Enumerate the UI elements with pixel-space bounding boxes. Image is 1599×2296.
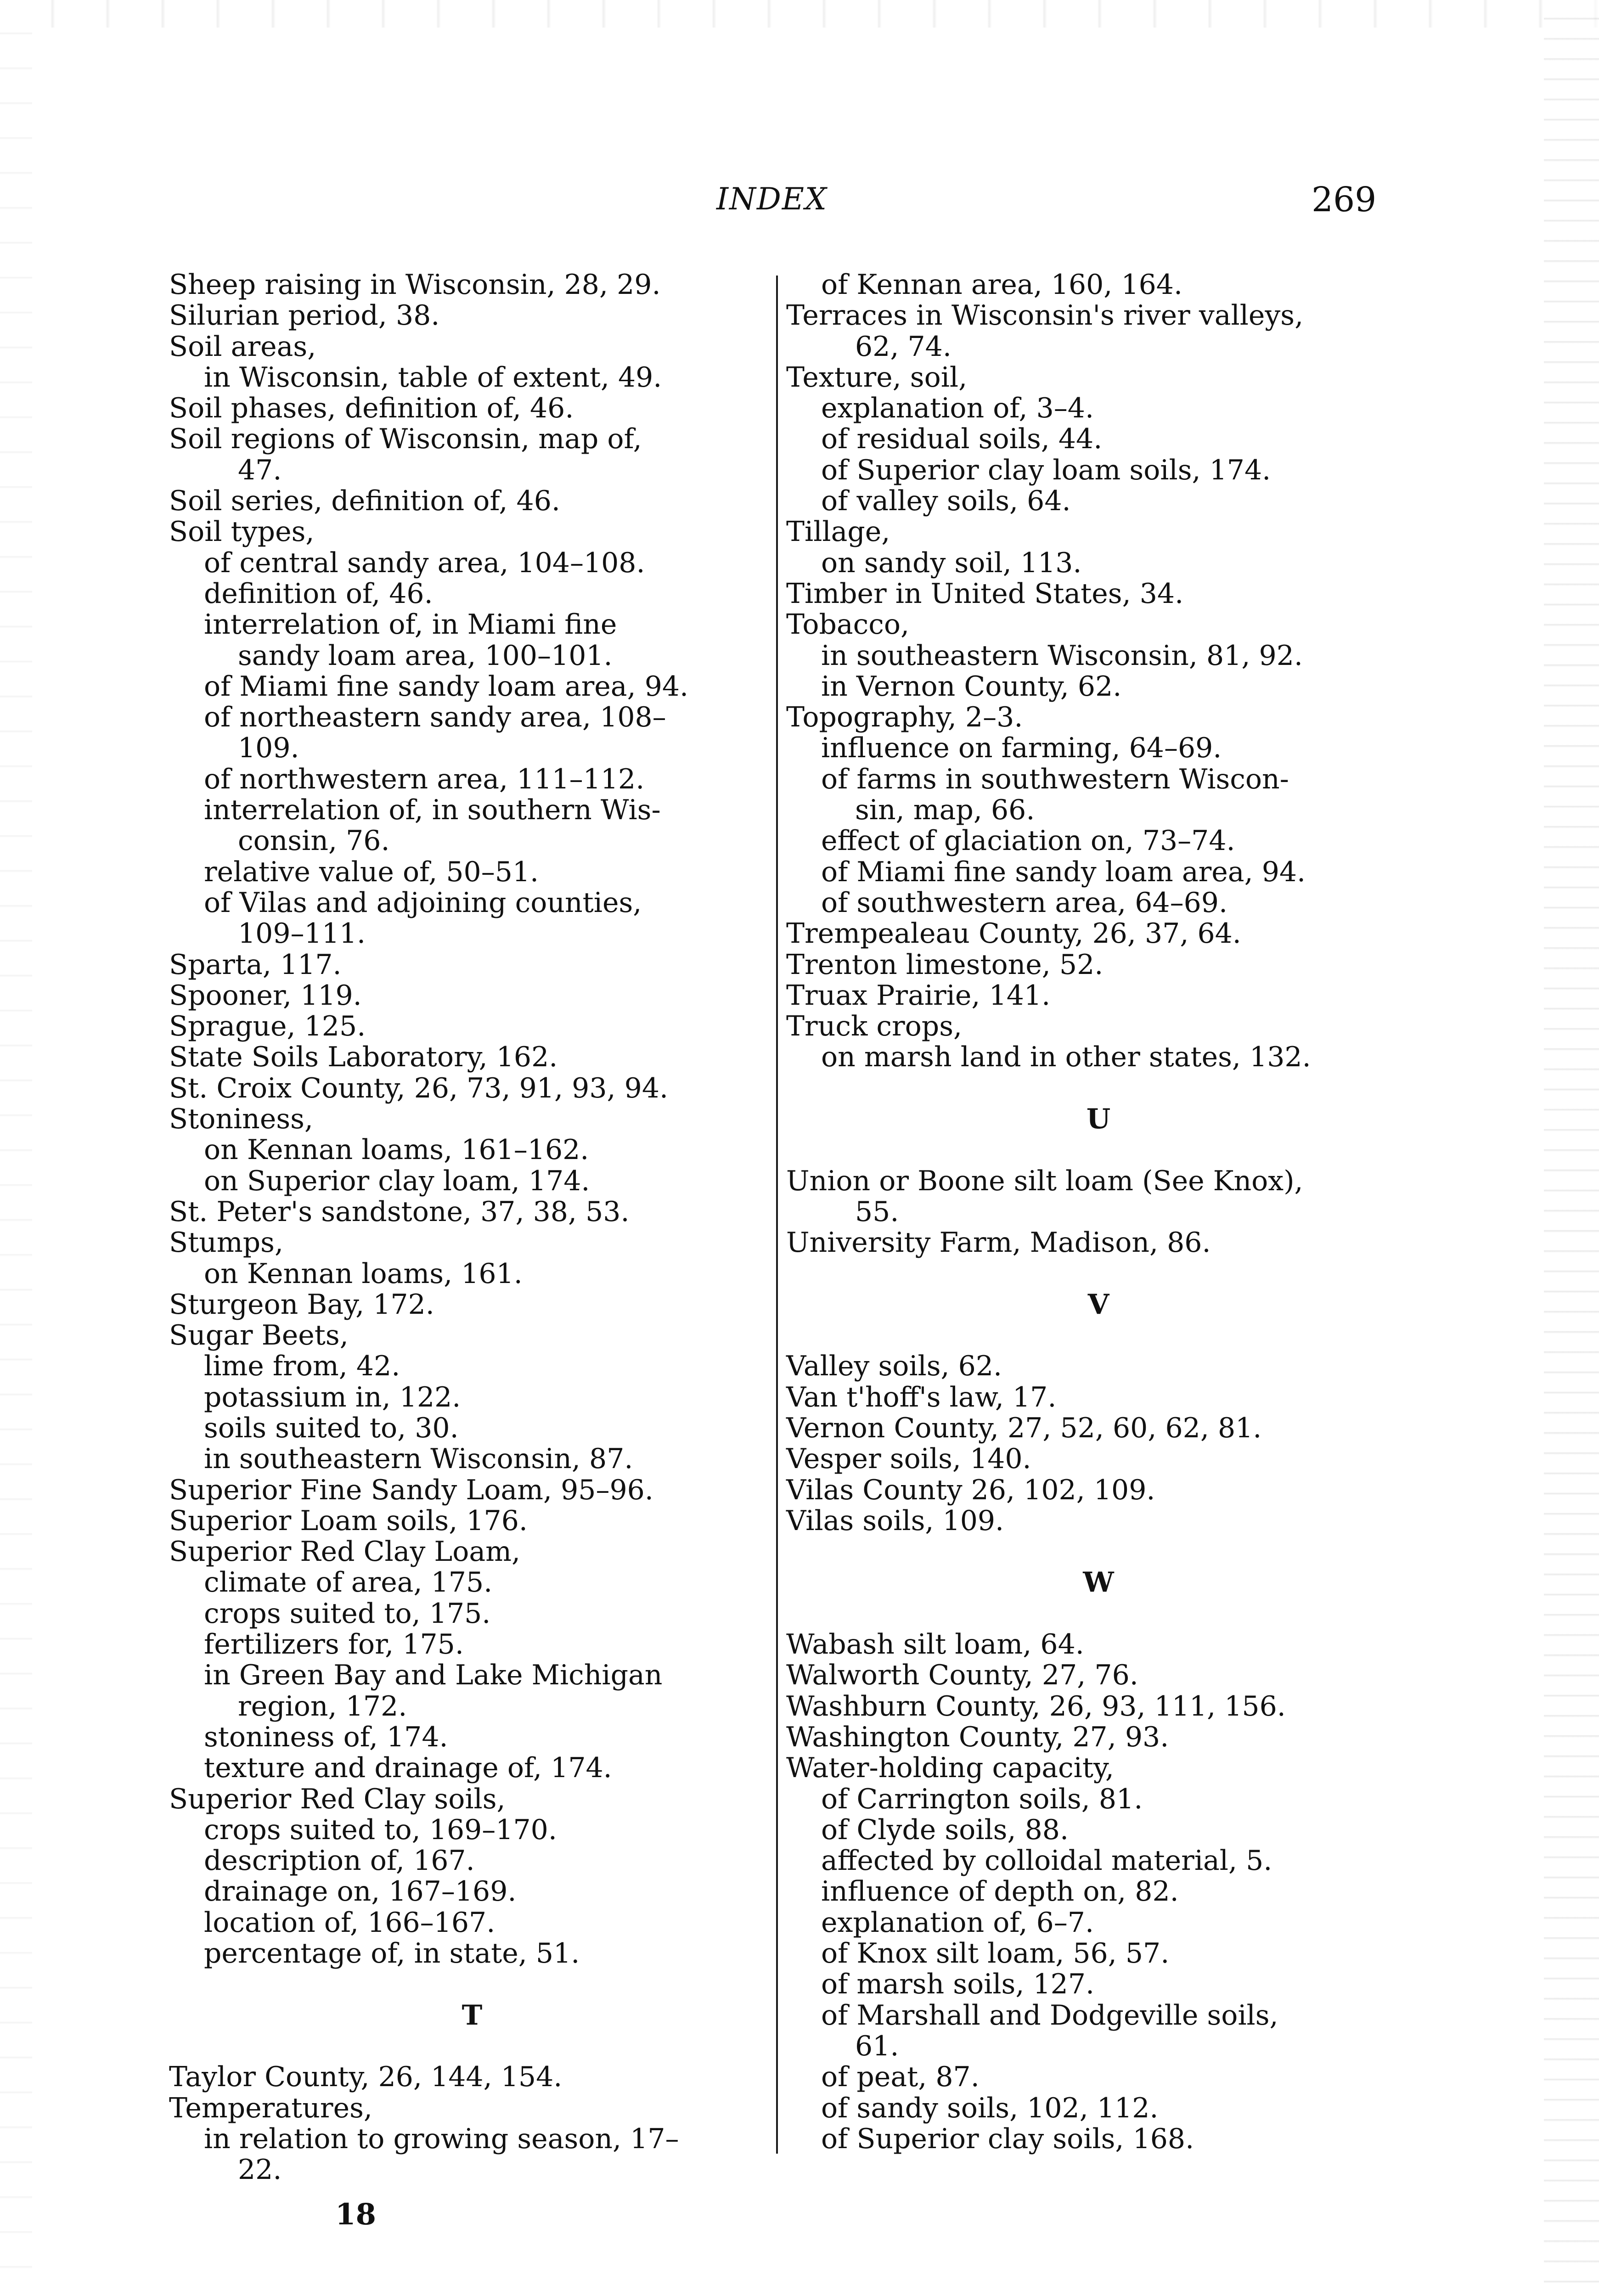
index-subentry: stoniness of, 174.	[204, 1721, 448, 1753]
index-entry: Tillage,	[786, 516, 890, 548]
index-subentry: potassium in, 122.	[204, 1381, 461, 1413]
section-gap	[786, 1073, 1411, 1104]
index-subentry: of Miami fine sandy loam area, 94.	[821, 855, 1306, 888]
index-entry: Truax Prairie, 141.	[786, 979, 1051, 1012]
index-subentry: 47.	[238, 454, 282, 486]
section-gap	[169, 2031, 775, 2062]
index-subentry: in Green Bay and Lake Michigan	[204, 1659, 663, 1692]
index-entry: Vernon County, 27, 52, 60, 62, 81.	[786, 1412, 1262, 1444]
index-entry: Trempealeau County, 26, 37, 64.	[786, 917, 1241, 950]
index-entry: Sturgeon Bay, 172.	[169, 1288, 434, 1321]
section-letter: W	[1083, 1566, 1114, 1599]
index-subentry: of central sandy area, 104–108.	[204, 546, 645, 579]
index-subentry: percentage of, in state, 51.	[204, 1937, 580, 1970]
index-subentry: in southeastern Wisconsin, 87.	[204, 1443, 633, 1475]
index-entry: Spooner, 119.	[169, 979, 362, 1012]
index-entry: Union or Boone silt loam (See Knox),	[786, 1165, 1303, 1197]
index-subentry: of Superior clay loam soils, 174.	[821, 454, 1271, 486]
index-subentry: of peat, 87.	[821, 2061, 980, 2093]
index-subentry: of farms in southwestern Wiscon-	[821, 763, 1289, 795]
index-subentry: in relation to growing season, 17–	[204, 2122, 679, 2155]
index-subentry: of Vilas and adjoining counties,	[204, 886, 642, 919]
index-subentry: of valley soils, 64.	[821, 485, 1071, 518]
index-entry: Silurian period, 38.	[169, 299, 440, 332]
index-subentry: effect of glaciation on, 73–74.	[821, 825, 1235, 857]
section-letter: T	[462, 1999, 483, 2032]
index-entry: Washington County, 27, 93.	[786, 1721, 1169, 1753]
index-subentry: in Vernon County, 62.	[821, 670, 1122, 703]
scan-edge-top	[0, 0, 1599, 28]
section-gap	[786, 1135, 1411, 1165]
index-subentry: influence of depth on, 82.	[821, 1875, 1179, 1908]
index-entry: Timber in United States, 34.	[786, 577, 1184, 610]
index-entry: Soil regions of Wisconsin, map of,	[169, 423, 642, 456]
index-entry: Soil phases, definition of, 46.	[169, 392, 574, 425]
scan-edge-right	[1544, 0, 1599, 2296]
section-gap	[169, 1969, 775, 2000]
index-entry: Superior Loam soils, 176.	[169, 1504, 528, 1537]
index-entry: Washburn County, 26, 93, 111, 156.	[786, 1690, 1286, 1722]
index-entry: Stumps,	[169, 1227, 284, 1259]
index-subentry: on Kennan loams, 161–162.	[204, 1134, 589, 1166]
index-subentry: of Knox silt loam, 56, 57.	[821, 1937, 1170, 1970]
index-entry: Wabash silt loam, 64.	[786, 1628, 1084, 1661]
index-entry: Superior Red Clay soils,	[169, 1783, 506, 1815]
index-entry: Water-holding capacity,	[786, 1752, 1114, 1784]
index-entry: St. Peter's sandstone, 37, 38, 53.	[169, 1195, 630, 1228]
index-entry: Tobacco,	[786, 608, 910, 641]
index-subentry: on Superior clay loam, 174.	[204, 1165, 590, 1197]
index-column-left	[169, 270, 775, 2185]
index-subentry: interrelation of, in southern Wis-	[204, 794, 661, 827]
index-subentry: of sandy soils, 102, 112.	[821, 2092, 1159, 2124]
index-subentry: relative value of, 50–51.	[204, 855, 539, 888]
section-letter: V	[1087, 1288, 1109, 1321]
index-column-right	[786, 270, 1411, 2155]
index-subentry: explanation of, 6–7.	[821, 1906, 1094, 1939]
index-entry: Topography, 2–3.	[786, 701, 1023, 734]
index-subentry: of Miami fine sandy loam area, 94.	[204, 670, 689, 703]
index-subentry: sandy loam area, 100–101.	[238, 639, 613, 672]
index-entry: Vilas soils, 109.	[786, 1504, 1004, 1537]
index-subentry: on sandy soil, 113.	[821, 546, 1082, 579]
index-subentry: soils suited to, 30.	[204, 1412, 459, 1444]
index-entry: Sheep raising in Wisconsin, 28, 29.	[169, 269, 661, 301]
index-entry: Stoniness,	[169, 1103, 313, 1136]
index-entry: St. Croix County, 26, 73, 91, 93, 94.	[169, 1072, 669, 1104]
column-divider	[776, 276, 778, 2154]
index-entry: Sugar Beets,	[169, 1319, 349, 1352]
index-subentry: 62, 74.	[855, 330, 952, 363]
section-gap	[786, 1259, 1411, 1289]
index-entry: Soil series, definition of, 46.	[169, 485, 560, 518]
index-entry: Temperatures,	[169, 2092, 372, 2124]
index-subentry: of Marshall and Dodgeville soils,	[821, 1999, 1278, 2032]
index-entry: Superior Fine Sandy Loam, 95–96.	[169, 1474, 653, 1506]
index-subentry: 55.	[855, 1195, 899, 1228]
index-subentry: of residual soils, 44.	[821, 423, 1103, 456]
index-subentry: of marsh soils, 127.	[821, 1968, 1095, 2001]
index-entry: Soil types,	[169, 516, 315, 548]
index-entry: Walworth County, 27, 76.	[786, 1659, 1138, 1692]
index-subentry: 61.	[855, 2030, 899, 2062]
index-entry: Taylor County, 26, 144, 154.	[169, 2061, 563, 2093]
index-subentry: in southeastern Wisconsin, 81, 92.	[821, 639, 1303, 672]
index-subentry: in Wisconsin, table of extent, 49.	[204, 361, 662, 394]
section-gap	[786, 1320, 1411, 1351]
index-subentry: of northwestern area, 111–112.	[204, 763, 645, 795]
index-entry: Terraces in Wisconsin's river valleys,	[786, 299, 1304, 332]
scan-edge-left	[0, 0, 32, 2296]
page-number: 269	[1312, 180, 1377, 219]
index-subentry: influence on farming, 64–69.	[821, 732, 1222, 765]
index-entry: State Soils Laboratory, 162.	[169, 1041, 558, 1074]
running-title: INDEX	[716, 181, 828, 217]
index-subentry: on marsh land in other states, 132.	[821, 1041, 1311, 1074]
index-subentry: definition of, 46.	[204, 577, 433, 610]
index-subentry: of Clyde soils, 88.	[821, 1813, 1069, 1846]
index-subentry: of Carrington soils, 81.	[821, 1783, 1143, 1815]
index-entry: Truck crops,	[786, 1010, 963, 1043]
index-subentry: 109.	[238, 732, 299, 765]
index-subentry: location of, 166–167.	[204, 1906, 495, 1939]
index-subentry: crops suited to, 175.	[204, 1597, 491, 1630]
section-letter: U	[1086, 1103, 1111, 1136]
index-subentry: drainage on, 167–169.	[204, 1875, 517, 1908]
index-entry: Texture, soil,	[786, 361, 968, 394]
section-gap	[786, 1598, 1411, 1629]
index-entry: Trenton limestone, 52.	[786, 948, 1104, 981]
index-entry: Sprague, 125.	[169, 1010, 366, 1043]
index-entry: Vesper soils, 140.	[786, 1443, 1031, 1475]
index-entry: Soil areas,	[169, 330, 316, 363]
index-subentry: fertilizers for, 175.	[204, 1628, 464, 1661]
index-subentry: 22.	[238, 2154, 282, 2186]
index-subentry: of southwestern area, 64–69.	[821, 886, 1228, 919]
section-gap	[786, 1536, 1411, 1567]
index-subentry: climate of area, 175.	[204, 1566, 493, 1599]
index-entry: Superior Red Clay Loam,	[169, 1536, 521, 1568]
index-subentry: of Kennan area, 160, 164.	[821, 269, 1183, 301]
index-subentry: on Kennan loams, 161.	[204, 1257, 523, 1290]
index-subentry: interrelation of, in Miami fine	[204, 608, 617, 641]
index-subentry: of Superior clay soils, 168.	[821, 2122, 1194, 2155]
index-subentry: affected by colloidal material, 5.	[821, 1845, 1272, 1877]
index-subentry: lime from, 42.	[204, 1350, 400, 1383]
index-entry: Van t'hoff's law, 17.	[786, 1381, 1057, 1413]
index-subentry: consin, 76.	[238, 825, 390, 857]
index-entry: University Farm, Madison, 86.	[786, 1227, 1211, 1259]
index-subentry: explanation of, 3–4.	[821, 392, 1094, 425]
index-subentry: of northeastern sandy area, 108–	[204, 701, 666, 734]
index-subentry: 109–111.	[238, 917, 366, 950]
index-entry: Sparta, 117.	[169, 948, 342, 981]
index-entry: Vilas County 26, 102, 109.	[786, 1474, 1155, 1506]
index-subentry: crops suited to, 169–170.	[204, 1813, 557, 1846]
index-subentry: texture and drainage of, 174.	[204, 1752, 612, 1784]
signature-mark: 18	[335, 2197, 377, 2232]
index-subentry: region, 172.	[238, 1690, 407, 1722]
index-subentry: description of, 167.	[204, 1845, 475, 1877]
index-subentry: sin, map, 66.	[855, 794, 1035, 827]
index-entry: Valley soils, 62.	[786, 1350, 1002, 1383]
